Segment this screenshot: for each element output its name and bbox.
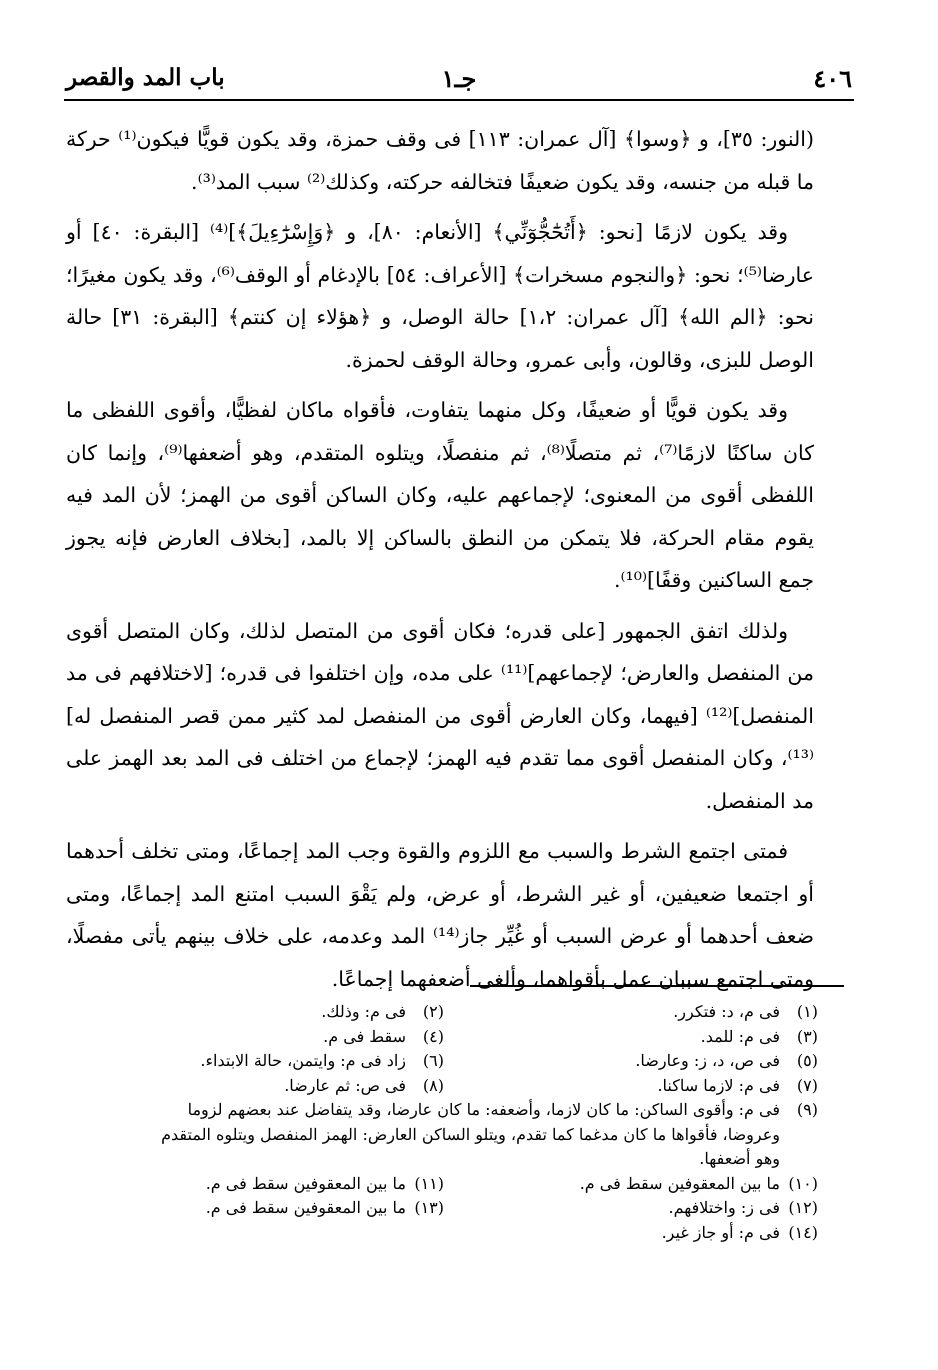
footnote: (٢)فى م: وذلك. <box>321 1002 444 1021</box>
footnote-row <box>70 1025 818 1050</box>
footnote: (١٣)ما بين المعقوفين سقط فى م. <box>205 1198 444 1217</box>
volume-label: جـ١ <box>441 64 477 93</box>
footnote-row <box>70 1000 818 1025</box>
footnote: (١)فى م، د: فتكرر. <box>673 1002 818 1021</box>
footnote-separator <box>470 985 844 987</box>
section-title: باب المد والقصر <box>66 64 225 91</box>
footnote: (٦)زاد فى م: وايتمن، حالة الابتداء. <box>200 1051 444 1070</box>
footnote: (١٤)فى م: أو جاز غير. <box>661 1222 818 1242</box>
paragraph: ولذلك اتفق الجمهور [على قدره؛ فكان أقوى من المتصل لذلك، وكان المتصل أقوى من المنفصل والعارض؛ لإجماعهم]⁽¹¹⁾ على مده، وإن اختلفوا فى قدره؛ [لاختلافهم فى مد المنفصل]⁽¹²⁾ [فيهما، وكان العارض أقوى من المنفصل لمد كثير ممن قصر المنفصل له]⁽¹³⁾، وكان المنفصل أقوى مما تقدم فيه الهمز؛ لإجماع من اختلف فى المد بعد الهمز على مد المنفصل. <box>66 618 814 813</box>
paragraph: فمتى اجتمع الشرط والسبب مع اللزوم والقوة وجب المد إجماعًا، ومتى تخلف أحدهما أو اجتمعا ضعيفين، أو غير الشرط، أو عرض، ولم يَقْوَ السبب امتنع المد إجماعًا، ومتى ضعف أحدهما أو عرض السبب أو غُيِّر جاز⁽¹⁴⁾ المد وعدمه، على خلاف بينهم يأتى مفصلًا، ومتى اجتمع سببان عمل بأقواهما، وألغى أضعفهما إجماعًا. <box>66 839 814 991</box>
footnote: (٥)فى ص، د، ز: وعارضا. <box>635 1051 818 1070</box>
paragraph: وقد يكون لازمًا [نحو: ﴿أَتُحَٰٓجُّوٓنِّي﴾ [الأنعام: ٨٠]، و ﴿وَإِسْرَٰٓءِيلَ﴾]⁽⁴⁾ [البقرة: ٤٠] أو عارضا⁽⁵⁾؛ نحو: ﴿والنجوم مسخرات﴾ [الأعراف: ٥٤] بالإدغام أو الوقف⁽⁶⁾، وقد يكون مغيرًا؛ نحو: ﴿الم الله﴾ [آل عمران: ١،٢] حالة الوصل، و ﴿هؤلاء إن كنتم﴾ [البقرة: ٣١] حالة الوصل للبزى، وقالون، وأبى عمرو، وحالة الوقف لحمزة. <box>66 220 815 372</box>
footnote: (٨)فى ص: ثم عارضا. <box>284 1075 444 1095</box>
footnote: (١٠)ما بين المعقوفين سقط فى م. <box>579 1173 818 1193</box>
footnote-row <box>70 1074 818 1099</box>
footnote-row <box>70 1049 818 1074</box>
page-number: ٤٠٦ <box>813 64 852 93</box>
main-text <box>66 118 814 1008</box>
footnote: (١٢)فى ز: واختلافهم. <box>668 1198 818 1217</box>
footnote-row <box>70 1172 818 1197</box>
header-rule <box>64 99 854 101</box>
paragraph: وقد يكون قويًّا أو ضعيفًا، وكل منهما يتفاوت، فأقواه ماكان لفظيًّا، وأقوى اللفظى ما كان ساكنًا لازمًا⁽⁷⁾، ثم متصلًا⁽⁸⁾، ثم منفصلًا، ويتلوه المتقدم، وهو أضعفها⁽⁹⁾، وإنما كان اللفظى أقوى من المعنوى؛ لإجماعهم عليه، وكان الساكن أقوى من الهمز؛ لأن المد فيه يقوم مقام الحركة، فلا يتمكن من النطق بالساكن إلا بالمد، [بخلاف العارض فإنه يجوز جمع الساكنين وقفًا]⁽¹⁰⁾. <box>66 398 815 592</box>
footnote-row <box>70 1221 818 1246</box>
footnote-long: (٩)فى م: وأقوى الساكن: ما كان لازما، وأضعفه: ما كان عارضا، وقد يتفاضل عند بعضهم لزوما وعروضا، فأقواها ما كان مدغما كما تقدم، ويتلو الساكن العارض: الهمز المنفصل ويتلوه المتقدم وهو أضعفها. <box>161 1100 818 1168</box>
footnotes <box>70 1000 818 1245</box>
footnote: (١١)ما بين المعقوفين سقط فى م. <box>205 1173 444 1193</box>
running-header <box>66 62 852 98</box>
footnote-row <box>70 1196 818 1221</box>
footnote: (٤)سقط فى م. <box>323 1026 444 1046</box>
paragraph: (النور: ٣٥]، و ﴿وسوا﴾ [آل عمران: ١١٣] فى وقف حمزة، وقد يكون قويًّا فيكون⁽¹⁾ حركة ما قبله من جنسه، وقد يكون ضعيفًا فتخالفه حركته، وكذلك⁽²⁾ سبب المد⁽³⁾. <box>66 127 814 194</box>
footnote: (٧)فى م: لازما ساكنا. <box>657 1075 818 1095</box>
footnote: (٣)فى م: للمد. <box>700 1026 818 1046</box>
